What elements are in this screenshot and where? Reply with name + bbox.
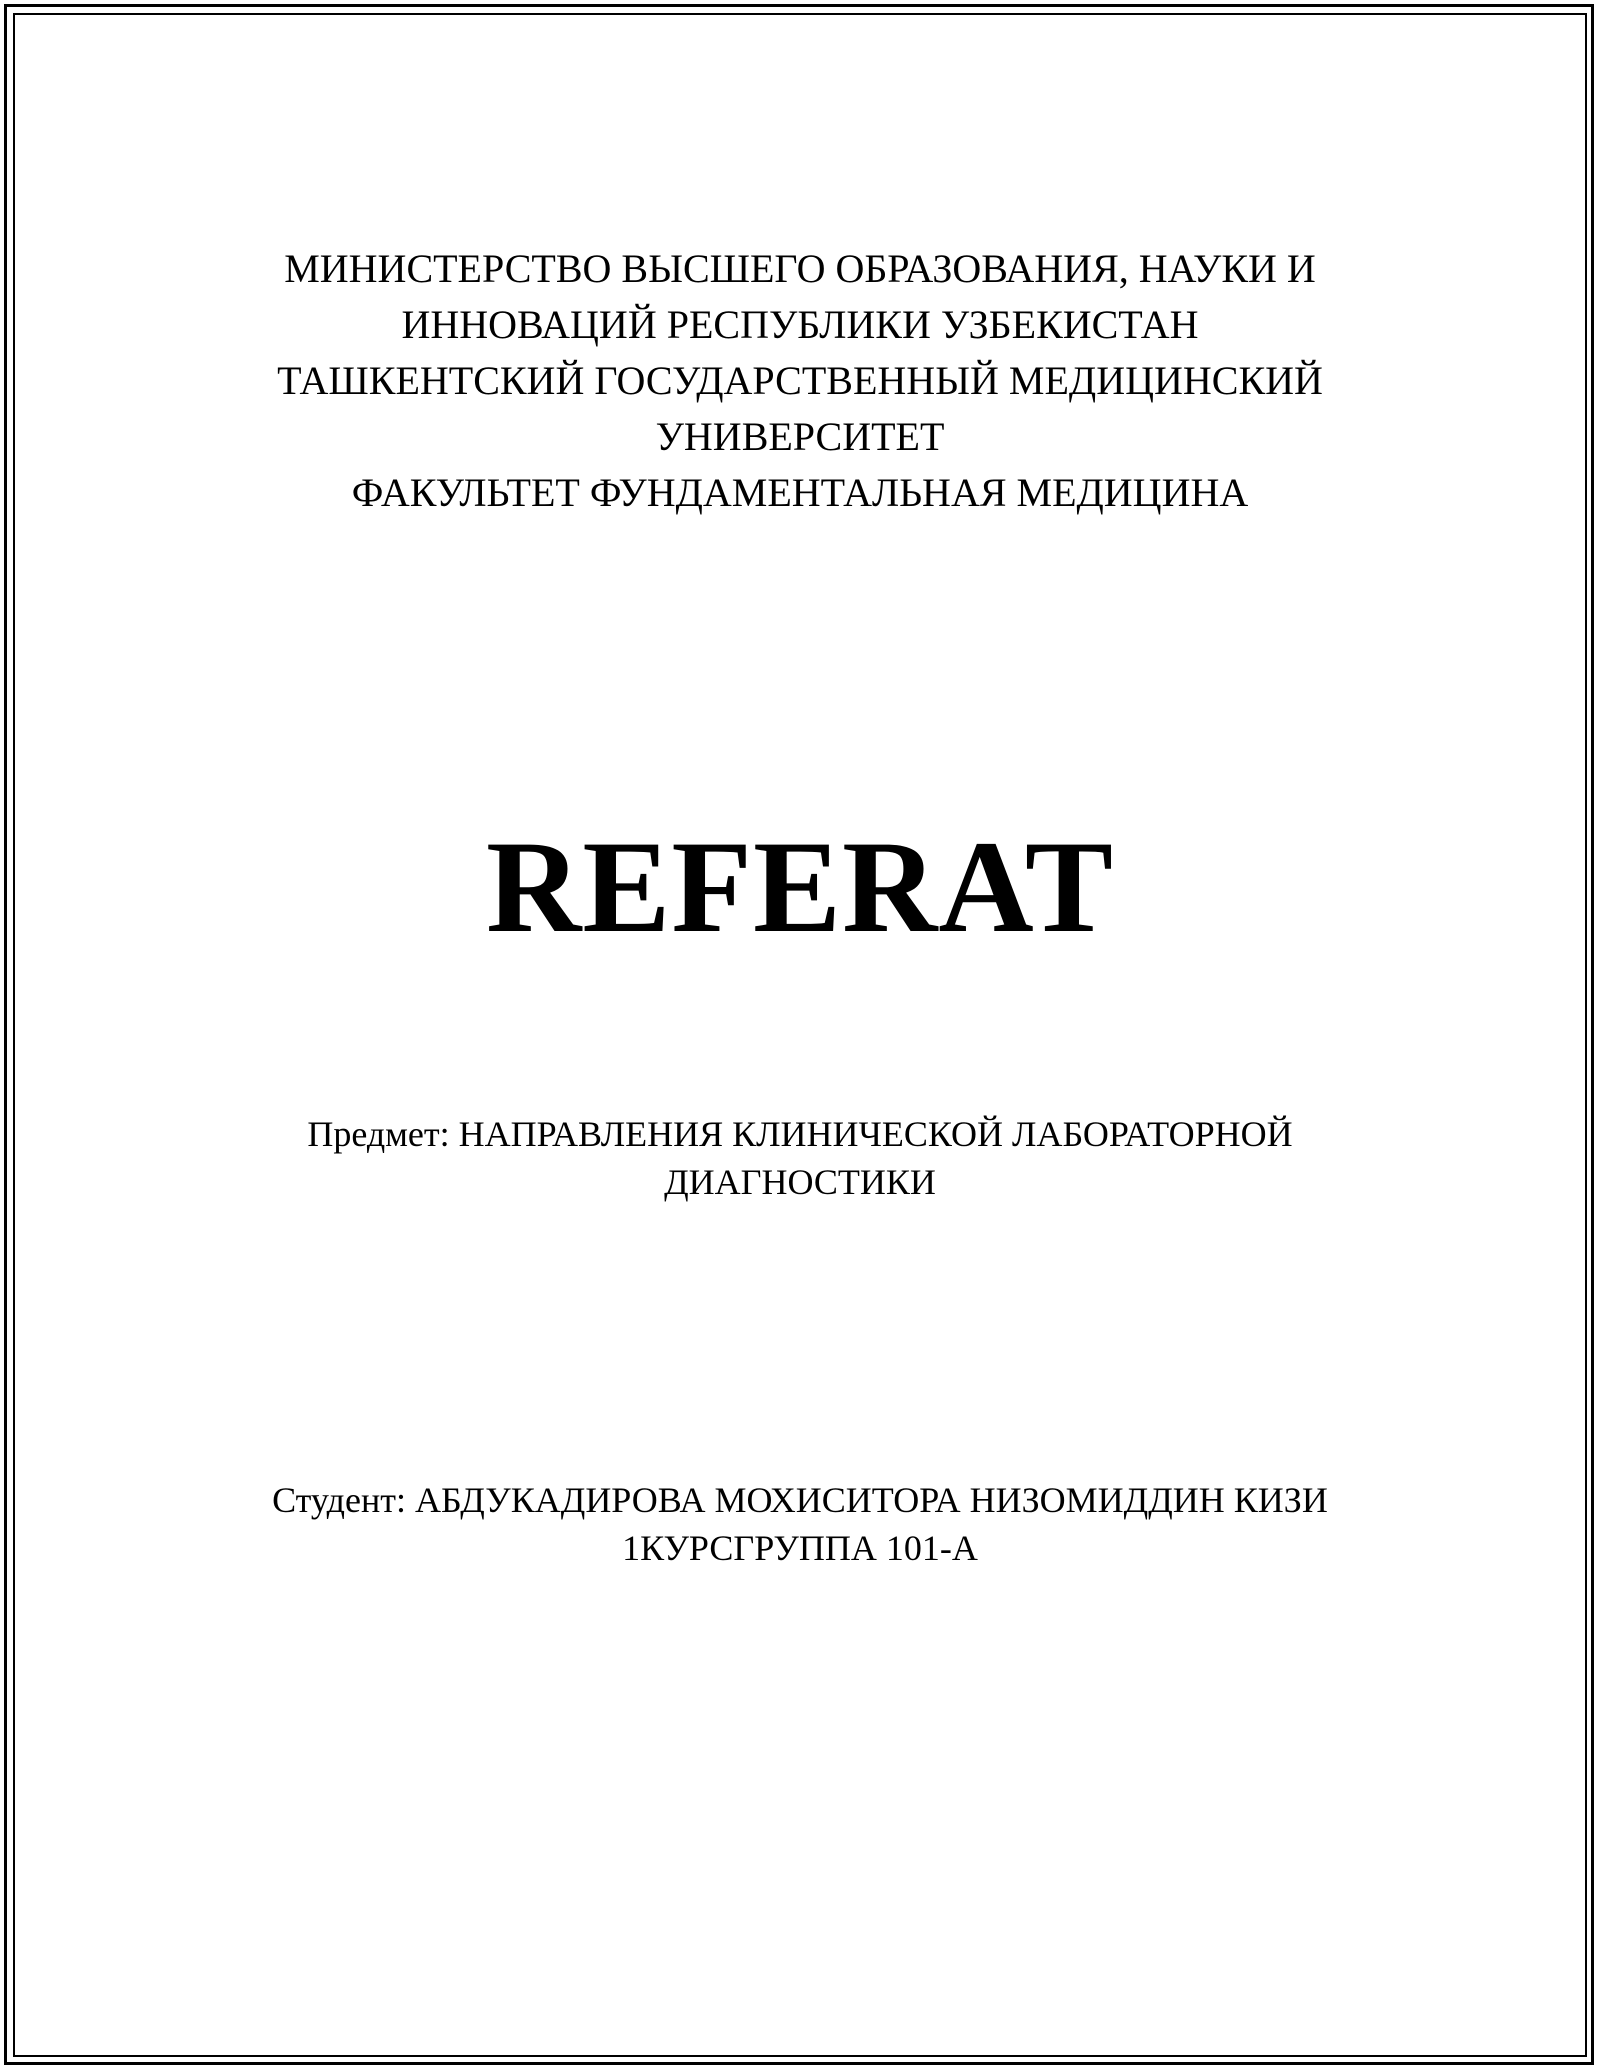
header-line: ТАШКЕНТСКИЙ ГОСУДАРСТВЕННЫЙ МЕДИЦИНСКИЙ: [277, 358, 1323, 403]
institution-header: [0, 241, 1600, 521]
document-title: REFERAT: [486, 813, 1114, 960]
subject-line: ДИАГНОСТИКИ: [664, 1162, 936, 1202]
student-block: [0, 1476, 1600, 1572]
header-line: МИНИСТЕРСТВО ВЫСШЕГО ОБРАЗОВАНИЯ, НАУКИ И: [284, 246, 1316, 291]
subject-line: Предмет: НАПРАВЛЕНИЯ КЛИНИЧЕСКОЙ ЛАБОРАТОРНОЙ: [307, 1114, 1293, 1154]
header-line: ФАКУЛЬТЕТ ФУНДАМЕНТАЛЬНАЯ МЕДИЦИНА: [351, 470, 1249, 515]
subject-block: [0, 1110, 1600, 1206]
header-line: УНИВЕРСИТЕТ: [655, 414, 945, 459]
student-group: 1КУРСГРУППА 101-А: [622, 1528, 978, 1568]
header-line: ИННОВАЦИЙ РЕСПУБЛИКИ УЗБЕКИСТАН: [401, 302, 1199, 347]
student-name: Студент: АБДУКАДИРОВА МОХИСИТОРА НИЗОМИДДИН КИЗИ: [272, 1480, 1328, 1520]
